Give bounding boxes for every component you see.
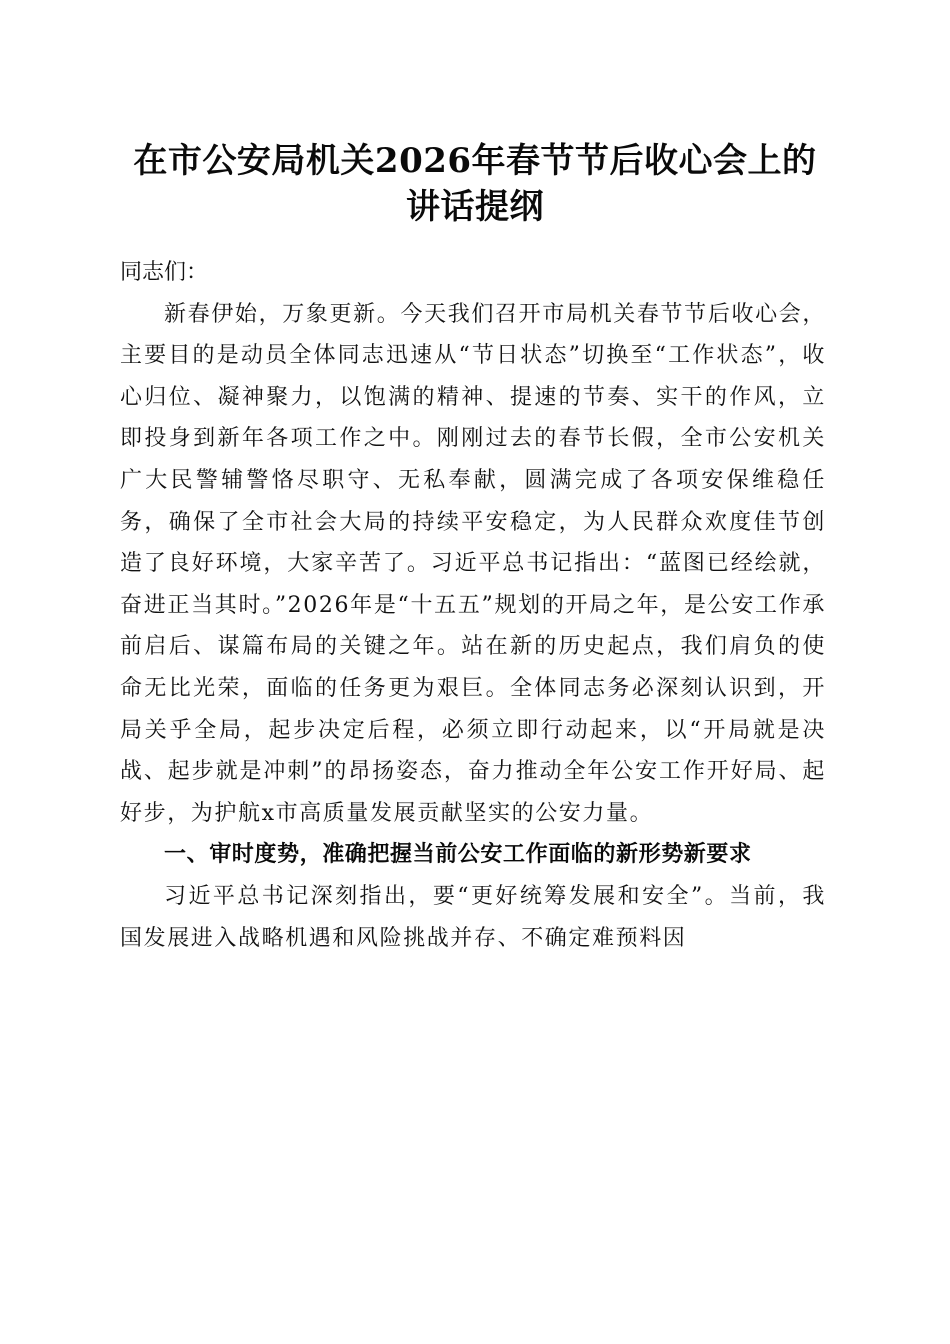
salutation: 同志们： xyxy=(120,260,209,285)
section-heading: 一、审时度势，准确把握当前公安工作面临的新形势新要求 xyxy=(164,842,752,868)
title-line-1: 在市公安局机关2026年春节节后收心会上的 xyxy=(133,141,817,181)
section-paragraph: 习近平总书记深刻指出，要“更好统筹发展和安全”。当前，我国发展进入战略机遇和风险挑战并存、不确定难预料因 xyxy=(120,883,826,951)
opening-paragraph: 新春伊始，万象更新。今天我们召开市局机关春节节后收心会，主要目的是动员全体同志迅速从“节日状态”切换至“工作状态”，收心归位、凝神聚力，以饱满的精神、提速的节奏、实干的作风，立即投身到新年各项工作之中。刚刚过去的春节长假，全市公安机关广大民警辅警恪尽职守、无私奉献，圆满完成了各项安保维稳任务，确保了全市社会大局的持续平安稳定，为人民群众欢度佳节创造了良好环境，大家辛苦了。习近平总书记指出：“蓝图已经绘就，奋进正当其时。”2026年是“十五五”规划的开局之年，是公安工作承前启后、谋篇布局的关键之年。站在新的历史起点，我们肩负的使命无比光荣，面临的任务更为艰巨。全体同志务必深刻认识到，开局关乎全局，起步决定后程，必须立即行动起来，以“开局就是决战、起步就是冲刺”的昂扬姿态，奋力推动全年公安工作开好局、起好步，为护航x市高质量发展贡献坚实的公安力量。 xyxy=(120,301,826,826)
title-line-2: 讲话提纲 xyxy=(406,187,544,227)
document-title xyxy=(100,138,850,230)
document-body xyxy=(120,252,826,959)
